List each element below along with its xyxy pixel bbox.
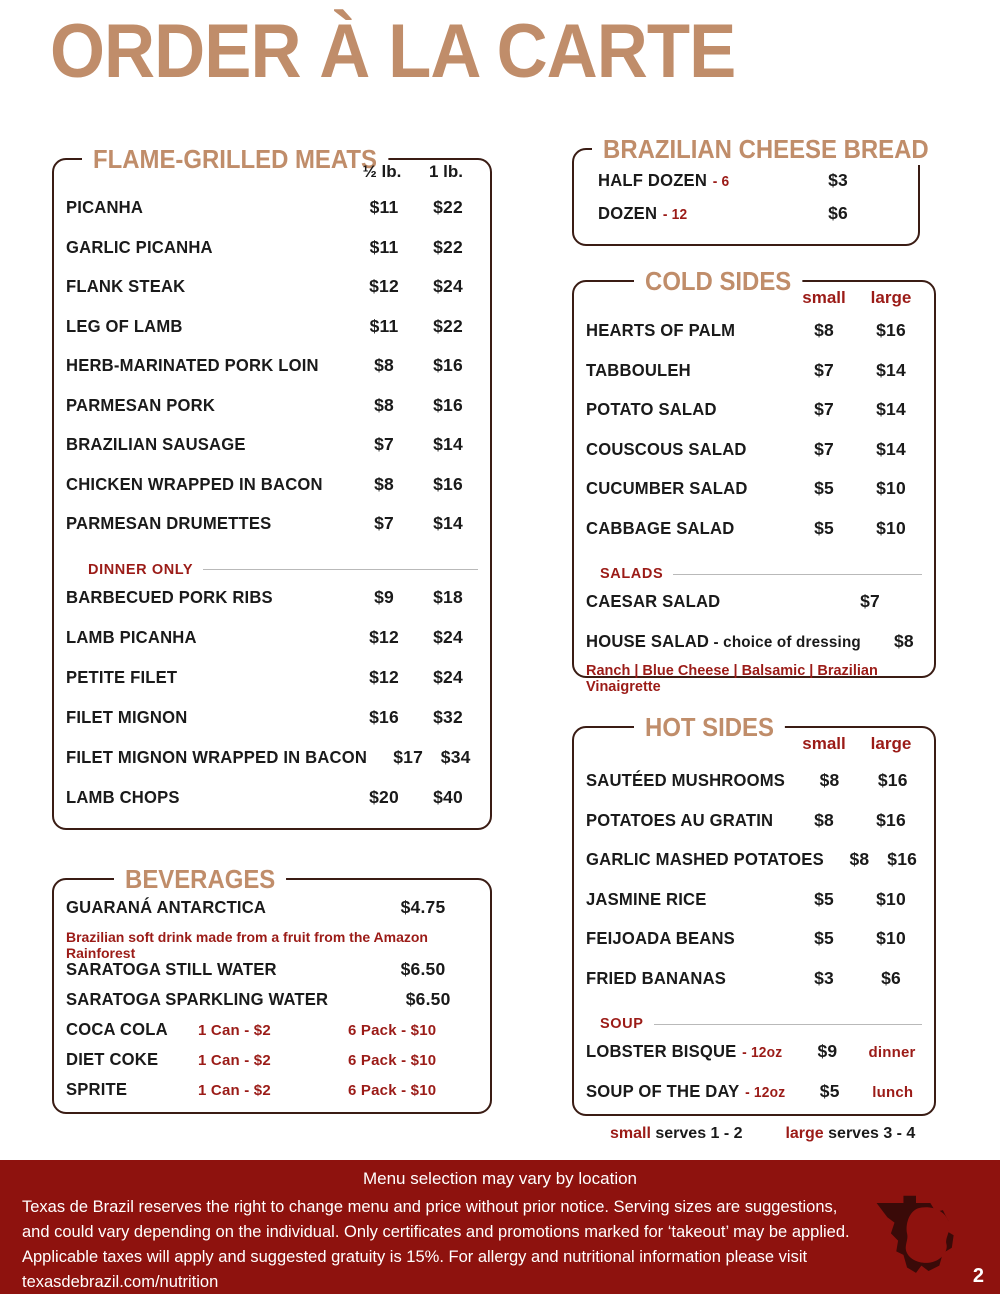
menu-item-price-2: $16 [433,394,463,415]
menu-item-name: COUSCOUS SALAD [586,438,747,459]
menu-item-row [66,959,478,989]
beverage-can-price: 1 Can - $2 [198,1052,271,1069]
menu-item-row [66,513,478,553]
beverage-pack-price: 6 Pack - $10 [348,1022,437,1039]
menu-item-row [66,627,478,667]
menu-item-price-2: $16 [876,320,906,340]
menu-item-name: JASMINE RICE [586,888,707,909]
menu-item-price-2: $16 [887,849,918,869]
cheese-bread-heading: BRAZILIAN CHEESE BREAD [592,134,940,165]
menu-item-name: LAMB PICANHA [66,626,197,647]
menu-item-row [586,591,922,631]
menu-item-row [66,197,478,237]
menu-item-row [586,399,922,439]
menu-item-row [66,747,478,787]
menu-item-name: FRIED BANANAS [586,967,727,988]
menu-item-row [66,707,478,747]
menu-item-price-1: $11 [369,315,399,336]
footer-body: Texas de Brazil reserves the right to change menu and price without prior notice. Serving sizes are suggestions, and could vary depending on the individual. Only certificates and promotions marked for ‘takeout’ may be applied. Applicable taxes will apply and suggested gratuity is 15%. For allergy and nutritional information please visit texasdebrazil.com/nutrition [22,1198,850,1291]
menu-item-name: SOUP OF THE DAY - 12oz [586,1081,786,1101]
menu-item-name: FLANK STEAK [66,276,186,296]
beverage-name: SPRITE [66,1079,128,1099]
menu-item-name: FEIJOADA BEANS [586,928,735,948]
menu-item-row [586,770,922,810]
menu-item-price-2: $6 [881,967,901,988]
menu-item-price-1: $7 [374,513,394,533]
menu-item-name: PARMESAN DRUMETTES [66,513,272,533]
menu-item-price-2: $16 [433,355,463,375]
menu-item-name: TABBOULEH [586,359,691,380]
menu-item-name: GARLIC MASHED POTATOES [586,849,824,869]
menu-item-row [66,237,478,277]
menu-item-name: LAMB CHOPS [66,786,180,807]
cold-sides-heading: COLD SIDES [634,266,802,297]
footer-lead: Menu selection may vary by location [362,1169,638,1188]
menu-item-price-1: $20 [369,786,399,807]
menu-item-name: SARATOGA STILL WATER [66,959,277,979]
menu-item-price-2: $22 [433,315,463,336]
menu-item-price-1: $9 [374,586,394,607]
page-number: 2 [972,1265,984,1287]
menu-item-price-2: $10 [876,517,906,538]
divider [654,1024,923,1025]
menu-item-price-1: $12 [369,276,399,296]
menu-item-name: CUCUMBER SALAD [586,478,748,498]
menu-item-price-2: $7 [860,591,880,611]
section-subheading-label: DINNER ONLY [88,561,194,578]
menu-item-row [586,360,922,400]
menu-item-price-2: $8 [893,631,914,651]
guarana-description: Brazilian soft drink made from a fruit from the Amazon Rainforest [66,929,428,961]
hot-sides-column-headers [586,734,922,754]
beverages-heading: BEVERAGES [114,864,286,895]
menu-item-price-2: $14 [876,359,906,380]
menu-item-row [66,276,478,316]
menu-item-row [586,320,922,360]
menu-item-price-2: $6 [828,203,848,223]
menu-item-price-1: $8 [374,355,394,375]
serves-note [610,1125,915,1143]
menu-item-price-1: $12 [369,666,399,687]
serves-small-word: small [610,1125,651,1142]
menu-item-price-2: $6.50 [405,989,451,1009]
meats-column-headers [66,162,476,182]
cold-sides-col-large: large [870,288,912,307]
menu-item-name: HERB-MARINATED PORK LOIN [66,355,319,375]
menu-item-name: LOBSTER BISQUE - 12oz [586,1041,783,1061]
menu-item-price-1: $5 [819,1081,840,1101]
menu-item-price-2: $4.75 [400,897,446,917]
beverage-can-price: 1 Can - $2 [198,1022,271,1039]
menu-item-price-1: $5 [814,888,834,909]
menu-item-name: PARMESAN PORK [66,394,216,415]
menu-item-name: CHICKEN WRAPPED IN BACON [66,473,323,494]
menu-item-price-2: $34 [440,746,471,767]
menu-item-price-1: $17 [393,746,424,767]
menu-item-row [66,434,478,474]
menu-item-price-1: $5 [814,478,834,498]
menu-item-price-2: $6.50 [400,959,446,979]
menu-item-suffix: - choice of dressing [709,634,861,651]
menu-item-price-2: $14 [876,438,906,459]
menu-item-row [586,439,922,479]
menu-item-row [66,316,478,356]
menu-item-price-2: $14 [433,513,463,533]
beverage-name: DIET COKE [66,1049,159,1069]
menu-item-name: GUARANÁ ANTARCTICA [66,897,267,917]
section-subheading-label: SOUP [600,1016,644,1032]
menu-item-row [586,889,922,929]
menu-item-price-1: $16 [369,706,399,727]
menu-item-row [66,355,478,395]
meats-list [66,197,478,827]
menu-item-name: LEG OF LAMB [66,315,183,336]
menu-item-price-2: lunch [872,1084,914,1101]
menu-item-price-2: $14 [433,434,463,454]
menu-item-row [586,1041,922,1081]
menu-item-price-2: $32 [433,706,463,727]
beverage-row [66,1049,478,1079]
menu-item-price-2: $3 [828,170,848,190]
menu-item-row [586,810,922,850]
page-title: ORDER À LA CARTE [50,9,736,94]
menu-item-price-1: $5 [814,928,834,948]
menu-item-qty: - 12oz [745,1085,786,1101]
hot-sides-col-small: small [802,734,846,753]
serves-small-text: serves 1 - 2 [650,1125,743,1142]
hot-sides-list [586,770,922,1121]
menu-item-price-2: $10 [876,928,906,948]
menu-item-price-1: $7 [814,399,834,419]
menu-item-name: CAESAR SALAD [586,591,721,611]
cold-sides-column-headers [586,288,922,308]
beverage-pack-price: 6 Pack - $10 [348,1052,437,1069]
beverage-row [66,1019,478,1049]
menu-item-price-2: $22 [433,236,463,257]
menu-item-price-1: $8 [814,320,834,340]
menu-item-row [598,203,898,236]
footer [0,1160,1000,1294]
serves-large-word: large [785,1125,824,1142]
menu-item-row [586,478,922,518]
menu-item-row [586,1081,922,1121]
menu-item-name: FILET MIGNON [66,706,188,727]
menu-item-name: DOZEN - 12 [598,203,688,223]
menu-item-qty: - 12 [662,207,688,223]
divider [203,569,478,570]
menu-item-price-2: $24 [433,666,463,687]
menu-item-name: HEARTS OF PALM [586,320,736,340]
menu-item-price-2: $16 [433,473,463,494]
menu-item-price-2: $40 [433,786,463,807]
divider [673,574,922,575]
menu-item-row [66,787,478,827]
menu-item-row [586,849,922,889]
menu-item-price-2: $16 [877,770,908,790]
menu-item-row [586,968,922,1008]
menu-item-name: FILET MIGNON WRAPPED IN BACON [66,746,368,767]
section-subheading [66,553,478,587]
menu-item-price-1: $7 [814,438,834,459]
menu-item-price-2: $10 [876,478,906,498]
menu-item-name: POTATOES AU GRATIN [586,809,774,830]
menu-item-price-2: $24 [433,626,463,647]
menu-item-name: HOUSE SALAD - choice of dressing [586,631,861,651]
menu-item-qty: - 12oz [742,1045,783,1061]
menu-item-name: SARATOGA SPARKLING WATER [66,989,329,1009]
menu-item-price-1: $8 [374,394,394,415]
section-subheading [586,557,922,591]
menu-item-name: GARLIC PICANHA [66,236,213,257]
menu-item-row [586,518,922,558]
menu-item-price-2: $10 [876,888,906,909]
hot-sides-col-large: large [870,734,912,753]
menu-item-row [598,170,898,203]
menu-item-price-1: $11 [369,236,399,257]
menu-item-row [66,474,478,514]
serves-large-text: serves 3 - 4 [823,1125,916,1142]
beverage-pack-price: 6 Pack - $10 [348,1082,437,1099]
menu-item-row [586,928,922,968]
menu-item-price-1: $12 [369,626,399,647]
menu-item-price-1: $3 [814,967,834,988]
menu-item-price-1: $8 [819,770,840,790]
menu-item-price-2: $16 [876,809,906,830]
menu-item-price-2: $18 [433,586,463,607]
menu-item-name: CABBAGE SALAD [586,517,735,538]
beverage-can-price: 1 Can - $2 [198,1082,271,1099]
menu-item-price-2: dinner [868,1044,916,1061]
menu-item-price-1: $9 [817,1041,838,1061]
menu-item-price-2: $24 [433,276,463,296]
menu-item-price-1: $5 [814,517,834,538]
menu-item-row [66,897,478,929]
menu-item-price-1: $11 [369,197,399,217]
cold-sides-col-small: small [802,288,846,307]
menu-item-price-2: $14 [876,399,906,419]
section-subheading [586,1007,922,1041]
menu-item-name: HALF DOZEN - 6 [598,170,730,190]
menu-item-row [66,395,478,435]
menu-item-price-1: $8 [374,473,394,494]
menu-item-row [66,989,478,1019]
beverage-name: COCA COLA [66,1019,168,1039]
beverage-row [66,1079,478,1109]
beverages-list [66,897,478,1109]
dressing-options: Ranch | Blue Cheese | Balsamic | Brazilian Vinaigrette [586,663,878,695]
menu-item-name: SAUTÉED MUSHROOMS [586,770,786,790]
menu-item-price-1: $7 [374,434,394,454]
texas-brazil-logo-icon [870,1194,962,1280]
menu-item-row [66,667,478,707]
menu-item-price-1: $8 [849,849,870,869]
hot-sides-heading: HOT SIDES [634,712,785,743]
menu-item-name: PETITE FILET [66,666,178,687]
menu-item-price-1: $8 [814,809,834,830]
meats-col-half: ½ lb. [362,162,402,181]
menu-item-name: PICANHA [66,197,144,217]
section-subheading-label: SALADS [600,566,664,582]
menu-item-row [66,587,478,627]
menu-item-name: BARBECUED PORK RIBS [66,586,273,607]
menu-item-price-2: $22 [433,197,463,217]
menu-item-qty: - 6 [712,174,730,190]
menu-item-price-1: $7 [814,359,834,380]
flame-grilled-meats-heading: FLAME-GRILLED MEATS [82,144,388,175]
menu-item-name: BRAZILIAN SAUSAGE [66,434,246,454]
menu-item-name: POTATO SALAD [586,399,717,419]
meats-col-full: 1 lb. [428,162,463,181]
cold-sides-list [586,320,922,695]
cheese-bread-list [598,170,898,236]
